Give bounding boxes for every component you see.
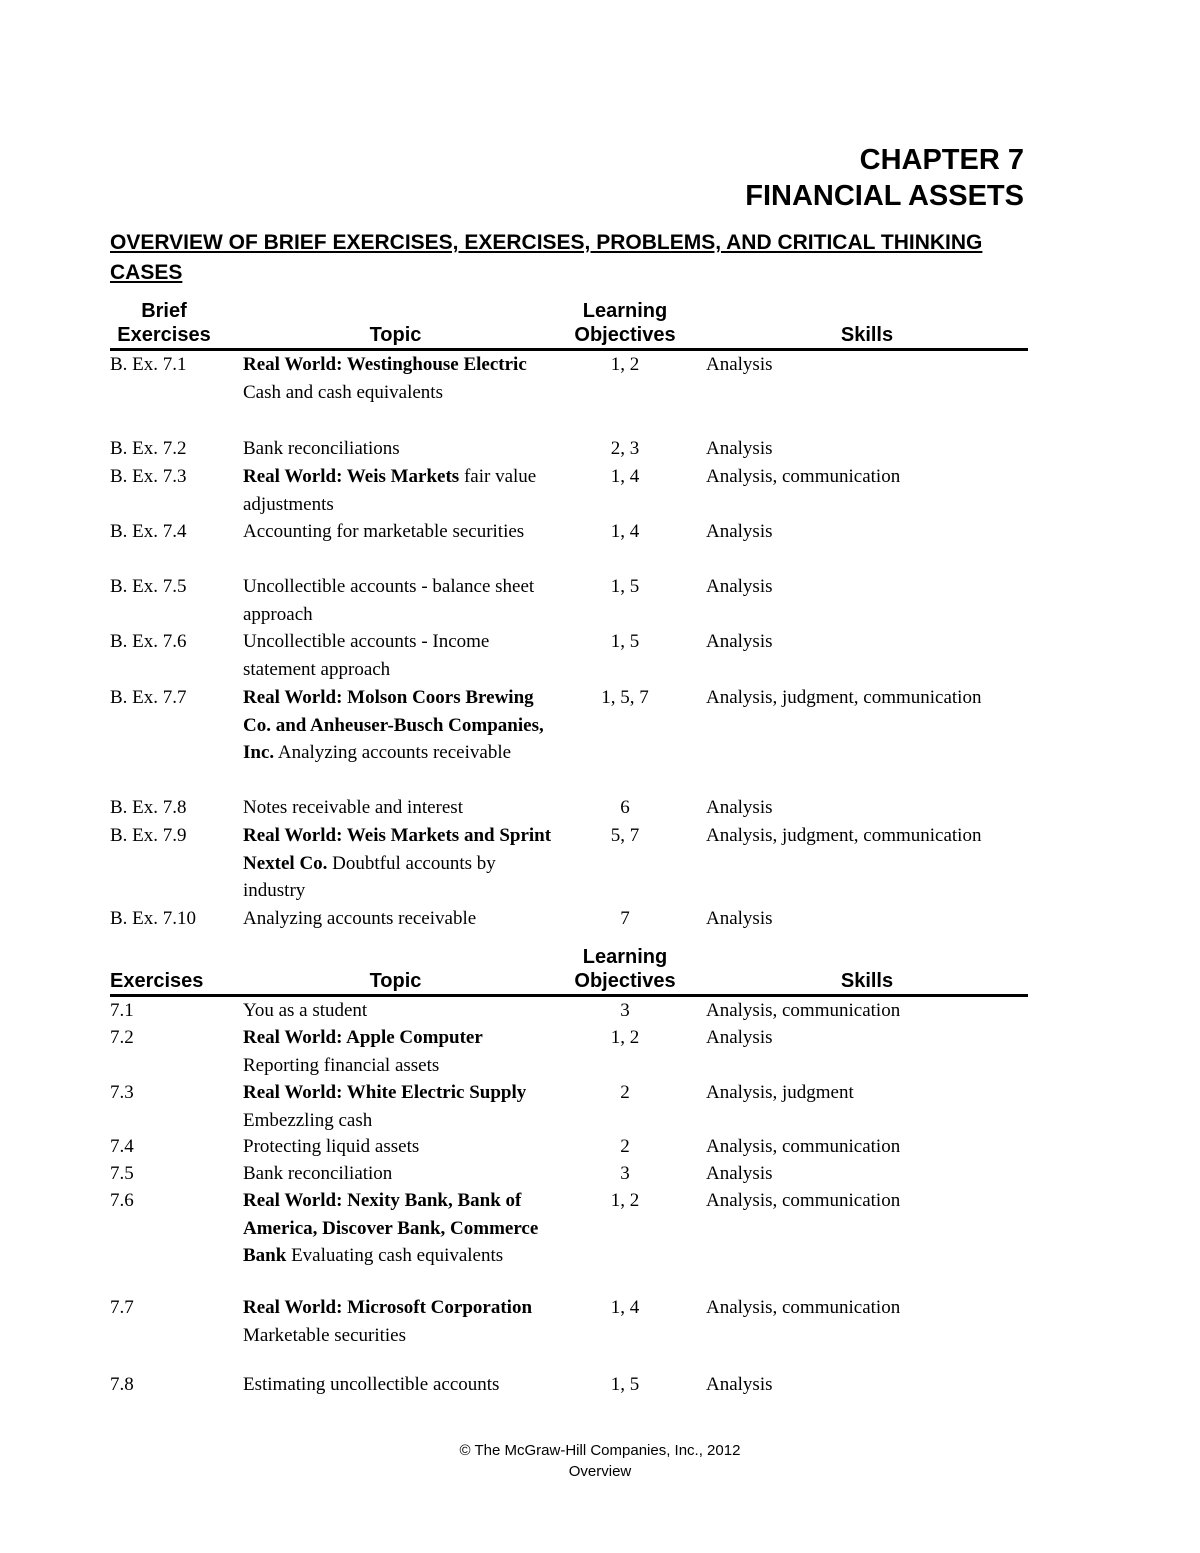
footer-section-label: Overview (568, 1463, 632, 1480)
table-row: B. Ex. 7.4 Accounting for marketable securities 1, 4 Analysis (110, 521, 773, 542)
table-row: 7.5 Bank reconciliation 3 Analysis (110, 1163, 773, 1184)
table-row: B. Ex. 7.8 Notes receivable and interest 6 Analysis (110, 797, 773, 818)
header-topic: Topic (369, 324, 422, 346)
chapter-title: FINANCIAL ASSETS (745, 180, 1024, 212)
table-row: B. Ex. 7.6 Uncollectible accounts - Income statement approach 1, 5 Analysis (110, 631, 773, 680)
table-row: B. Ex. 7.10 Analyzing accounts receivable 7 Analysis (110, 908, 773, 929)
header-learning-objectives: Learning Objectives (574, 946, 676, 992)
table-row: B. Ex. 7.3 Real World: Weis Markets fair value adjustments 1, 4 Analysis, communication (110, 466, 901, 515)
overview-title: OVERVIEW OF BRIEF EXERCISES, EXERCISES, PROBLEMS, AND CRITICAL THINKING CASES (110, 231, 983, 284)
table-header (110, 300, 1028, 351)
exercises-table (110, 946, 1028, 1399)
table-row: B. Ex. 7.2 Bank reconciliations 2, 3 Analysis (110, 438, 773, 459)
header-exercises: Exercises (110, 970, 204, 992)
chapter-number: CHAPTER 7 (859, 144, 1024, 176)
table-row: 7.7 Real World: Microsoft Corporation Marketable securities 1, 4 Analysis, communication (110, 1297, 901, 1346)
table-header (110, 946, 1028, 997)
table-row: B. Ex. 7.9 Real World: Weis Markets and Sprint Nextel Co. Doubtful accounts by industry 5, 7 Analysis, judgment, communication (110, 825, 982, 901)
page-footer (0, 1440, 1200, 1482)
header-topic: Topic (369, 970, 422, 992)
copyright-notice: © The McGraw-Hill Companies, Inc., 2012 (459, 1442, 741, 1459)
table-row: B. Ex. 7.5 Uncollectible accounts - balance sheet approach 1, 5 Analysis (110, 576, 773, 625)
table-row: 7.2 Real World: Apple Computer Reporting financial assets 1, 2 Analysis (110, 1027, 773, 1076)
header-learning-objectives: Learning Objectives (574, 300, 676, 346)
table-row: 7.6 Real World: Nexity Bank, Bank of America, Discover Bank, Commerce Bank Evaluating cash equivalents 1, 2 Analysis, communication (110, 1190, 901, 1266)
brief-exercises-table (110, 300, 1028, 933)
table-row: 7.3 Real World: White Electric Supply Embezzling cash 2 Analysis, judgment (110, 1082, 854, 1131)
chapter-heading (745, 142, 1024, 214)
header-skills: Skills (840, 970, 894, 992)
table-row: 7.4 Protecting liquid assets 2 Analysis, communication (110, 1136, 901, 1157)
table-body (110, 997, 1028, 1399)
header-exercises: Brief Exercises (117, 300, 211, 346)
table-row: B. Ex. 7.1 Real World: Westinghouse Electric Cash and cash equivalents 1, 2 Analysis (110, 354, 773, 403)
table-row: B. Ex. 7.7 Real World: Molson Coors Brewing Co. and Anheuser-Busch Companies, Inc. Analyzing accounts receivable 1, 5, 7 Analysis, judgment, communication (110, 687, 982, 763)
table-row: 7.8 Estimating uncollectible accounts 1, 5 Analysis (110, 1374, 773, 1395)
table-row: 7.1 You as a student 3 Analysis, communication (110, 1000, 901, 1021)
table-body (110, 351, 1028, 933)
header-skills: Skills (840, 324, 894, 346)
